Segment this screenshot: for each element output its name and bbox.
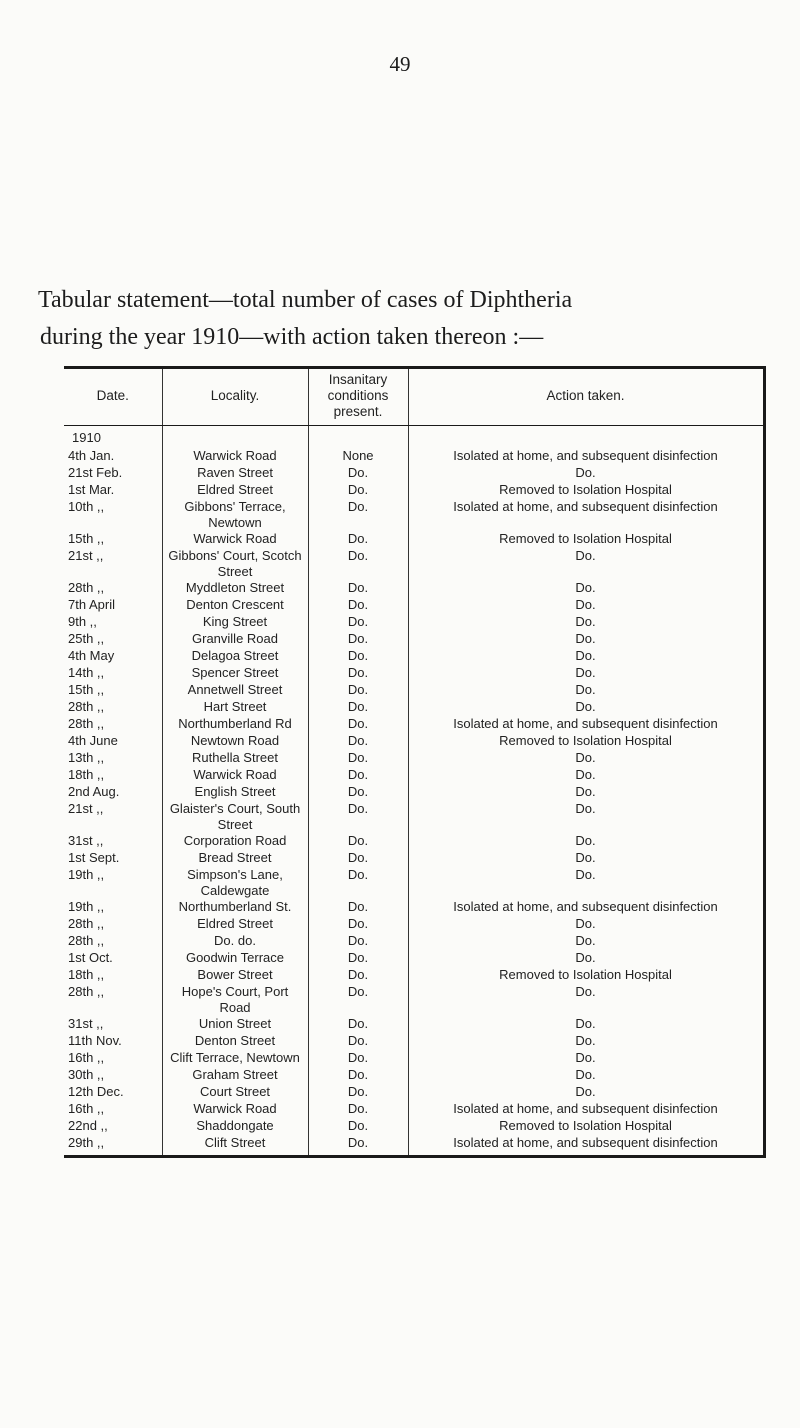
cell-action: Removed to Isolation Hospital <box>408 967 764 984</box>
cell-locality: Annetwell Street <box>162 682 308 699</box>
title-line-2: during the year 1910—with action taken thereon :— <box>40 324 544 350</box>
cell-insanitary: Do. <box>308 950 408 967</box>
cell-insanitary: Do. <box>308 1067 408 1084</box>
cell-locality: Northumberland Rd <box>162 716 308 733</box>
cell-locality: Spencer Street <box>162 665 308 682</box>
cell-action: Do. <box>408 465 764 482</box>
table-row <box>64 916 764 933</box>
cell-locality: Gibbons' Court, Scotch Street <box>162 548 308 580</box>
table-row <box>64 1050 764 1067</box>
cell-locality: Graham Street <box>162 1067 308 1084</box>
cell-date: 14th ,, <box>68 665 105 680</box>
cell-locality: Bower Street <box>162 967 308 984</box>
cell-insanitary: Do. <box>308 648 408 665</box>
table-row <box>64 984 764 1016</box>
cell-locality: Hope's Court, Port Road <box>162 984 308 1016</box>
cell-date: 12th Dec. <box>68 1084 124 1099</box>
cell-locality: English Street <box>162 784 308 801</box>
cell-action: Do. <box>408 933 764 950</box>
cell-insanitary: Do. <box>308 1033 408 1050</box>
cell-action: Do. <box>408 597 764 614</box>
cell-date: 25th ,, <box>68 631 105 646</box>
cell-date: 13th ,, <box>68 750 105 765</box>
table-row <box>64 967 764 984</box>
cell-insanitary: Do. <box>308 833 408 850</box>
cell-locality: Union Street <box>162 1016 308 1033</box>
cell-date: 31st ,, <box>68 1016 104 1031</box>
table-row <box>64 548 764 580</box>
year-label: 1910 <box>72 430 101 445</box>
cell-action: Isolated at home, and subsequent disinfection <box>408 1101 764 1118</box>
table-row <box>64 933 764 950</box>
cell-locality: Clift Street <box>162 1135 308 1157</box>
cell-insanitary: None <box>308 448 408 465</box>
cell-locality: Glaister's Court, South Street <box>162 801 308 833</box>
cell-locality: Shaddongate <box>162 1118 308 1135</box>
header-date: Date. <box>64 368 162 426</box>
cell-locality: Court Street <box>162 1084 308 1101</box>
cell-date: 1st Sept. <box>68 850 120 865</box>
cell-action: Do. <box>408 801 764 833</box>
table-row <box>64 733 764 750</box>
cell-locality: Myddleton Street <box>162 580 308 597</box>
cell-date: 28th ,, <box>68 933 105 948</box>
title-line-1: Tabular statement—total number of cases of Diphtheria <box>38 287 573 313</box>
diphtheria-cases-table <box>64 366 766 1158</box>
cell-action: Do. <box>408 1050 764 1067</box>
cell-insanitary: Do. <box>308 580 408 597</box>
cell-insanitary: Do. <box>308 801 408 833</box>
table-row <box>64 833 764 850</box>
cell-date: 30th ,, <box>68 1067 105 1082</box>
cell-action: Do. <box>408 648 764 665</box>
cell-action: Do. <box>408 833 764 850</box>
cell-date: 28th ,, <box>68 984 105 999</box>
table-row <box>64 699 764 716</box>
cell-locality: King Street <box>162 614 308 631</box>
cell-date: 1st Oct. <box>68 950 113 965</box>
cell-insanitary: Do. <box>308 750 408 767</box>
cell-date: 28th ,, <box>68 699 105 714</box>
cell-action: Do. <box>408 1033 764 1050</box>
cell-insanitary: Do. <box>308 1101 408 1118</box>
cell-locality: Eldred Street <box>162 916 308 933</box>
cell-locality: Warwick Road <box>162 1101 308 1118</box>
cell-action: Removed to Isolation Hospital <box>408 531 764 548</box>
cell-date: 31st ,, <box>68 833 104 848</box>
cell-action: Removed to Isolation Hospital <box>408 1118 764 1135</box>
cell-date: 28th ,, <box>68 716 105 731</box>
table-row <box>64 1135 764 1157</box>
header-insanitary: Insanitary conditions present. <box>308 368 408 426</box>
cell-insanitary: Do. <box>308 614 408 631</box>
table-row <box>64 597 764 614</box>
table-row <box>64 1033 764 1050</box>
cell-action: Isolated at home, and subsequent disinfection <box>408 899 764 916</box>
table-row <box>64 850 764 867</box>
cell-locality: Clift Terrace, Newtown <box>162 1050 308 1067</box>
header-locality: Locality. <box>162 368 308 426</box>
cell-locality: Delagoa Street <box>162 648 308 665</box>
cell-date: 29th ,, <box>64 1135 162 1157</box>
cell-action: Do. <box>408 867 764 899</box>
cell-action: Do. <box>408 1016 764 1033</box>
cell-insanitary: Do. <box>308 916 408 933</box>
page-number: 49 <box>389 52 411 76</box>
cell-insanitary: Do. <box>308 465 408 482</box>
cell-insanitary: Do. <box>308 1050 408 1067</box>
cell-action: Removed to Isolation Hospital <box>408 482 764 499</box>
cell-date: 16th ,, <box>68 1101 105 1116</box>
cell-action: Do. <box>408 916 764 933</box>
cell-date: 4th Jan. <box>68 448 115 463</box>
cell-insanitary: Do. <box>308 482 408 499</box>
page-title <box>40 282 760 356</box>
cell-locality: Denton Crescent <box>162 597 308 614</box>
cell-insanitary: Do. <box>308 682 408 699</box>
table-row <box>64 482 764 499</box>
table-row <box>64 665 764 682</box>
cell-action: Do. <box>408 950 764 967</box>
table-row <box>64 448 764 465</box>
table-row <box>64 1101 764 1118</box>
cell-action: Do. <box>408 665 764 682</box>
cell-date: 28th ,, <box>68 916 105 931</box>
table-row <box>64 1067 764 1084</box>
cell-locality: Granville Road <box>162 631 308 648</box>
year-row <box>64 426 764 449</box>
cell-locality: Bread Street <box>162 850 308 867</box>
table-row <box>64 648 764 665</box>
cell-insanitary: Do. <box>308 850 408 867</box>
cell-date: 22nd ,, <box>68 1118 108 1133</box>
cell-date: 7th April <box>68 597 115 612</box>
cell-date: 2nd Aug. <box>68 784 120 799</box>
cell-action: Do. <box>408 767 764 784</box>
table-row <box>64 580 764 597</box>
cell-date: 4th May <box>68 648 115 663</box>
cell-date: 10th ,, <box>68 499 105 514</box>
cell-locality: Simpson's Lane, Caldewgate <box>162 867 308 899</box>
cell-action: Removed to Isolation Hospital <box>408 733 764 750</box>
table-row <box>64 801 764 833</box>
cell-insanitary: Do. <box>308 984 408 1016</box>
cell-date: 21st ,, <box>68 548 104 563</box>
table-row <box>64 631 764 648</box>
cell-insanitary: Do. <box>308 1135 408 1157</box>
cell-insanitary: Do. <box>308 1084 408 1101</box>
cell-date: 15th ,, <box>68 682 105 697</box>
cell-date: 21st Feb. <box>68 465 123 480</box>
cell-locality: Warwick Road <box>162 448 308 465</box>
cell-insanitary: Do. <box>308 665 408 682</box>
cell-action: Do. <box>408 1084 764 1101</box>
cell-insanitary: Do. <box>308 499 408 531</box>
cell-action: Do. <box>408 548 764 580</box>
cell-locality: Corporation Road <box>162 833 308 850</box>
cell-insanitary: Do. <box>308 767 408 784</box>
cell-insanitary: Do. <box>308 733 408 750</box>
table-row <box>64 531 764 548</box>
cell-date: 9th ,, <box>68 614 97 629</box>
cell-date: 21st ,, <box>68 801 104 816</box>
cell-locality: Goodwin Terrace <box>162 950 308 967</box>
table-row <box>64 499 764 531</box>
cell-action: Isolated at home, and subsequent disinfection <box>408 716 764 733</box>
cell-locality: Ruthella Street <box>162 750 308 767</box>
cell-insanitary: Do. <box>308 933 408 950</box>
cell-locality: Hart Street <box>162 699 308 716</box>
cell-locality: Northumberland St. <box>162 899 308 916</box>
table-row <box>64 867 764 899</box>
table-row <box>64 950 764 967</box>
cell-action: Do. <box>408 631 764 648</box>
cell-locality: Raven Street <box>162 465 308 482</box>
cell-date: 4th June <box>68 733 118 748</box>
header-action: Action taken. <box>408 368 764 426</box>
cell-insanitary: Do. <box>308 531 408 548</box>
cell-action: Isolated at home, and subsequent disinfection <box>408 1135 764 1157</box>
cell-action: Isolated at home, and subsequent disinfection <box>408 448 764 465</box>
table-row <box>64 1084 764 1101</box>
cell-date: 18th ,, <box>68 967 105 982</box>
cell-action: Isolated at home, and subsequent disinfection <box>408 499 764 531</box>
cell-insanitary: Do. <box>308 548 408 580</box>
cell-date: 11th Nov. <box>68 1033 122 1048</box>
table-row <box>64 750 764 767</box>
cell-locality: Newtown Road <box>162 733 308 750</box>
table-header-row <box>64 368 764 426</box>
cell-locality: Eldred Street <box>162 482 308 499</box>
table-row <box>64 716 764 733</box>
cell-action: Do. <box>408 850 764 867</box>
table-row <box>64 767 764 784</box>
cell-insanitary: Do. <box>308 631 408 648</box>
cell-locality: Denton Street <box>162 1033 308 1050</box>
cell-action: Do. <box>408 984 764 1016</box>
table-row <box>64 1016 764 1033</box>
table-row <box>64 682 764 699</box>
table-row <box>64 614 764 631</box>
cell-action: Do. <box>408 1067 764 1084</box>
cell-insanitary: Do. <box>308 899 408 916</box>
cell-locality: Gibbons' Terrace, Newtown <box>162 499 308 531</box>
cell-locality: Warwick Road <box>162 531 308 548</box>
cell-action: Do. <box>408 580 764 597</box>
cell-insanitary: Do. <box>308 716 408 733</box>
cell-insanitary: Do. <box>308 699 408 716</box>
cell-date: 18th ,, <box>68 767 105 782</box>
cell-date: 16th ,, <box>68 1050 105 1065</box>
cell-action: Do. <box>408 682 764 699</box>
table-row <box>64 784 764 801</box>
cell-insanitary: Do. <box>308 867 408 899</box>
cell-action: Do. <box>408 614 764 631</box>
cell-action: Do. <box>408 699 764 716</box>
table-row <box>64 899 764 916</box>
cell-locality: Do. do. <box>162 933 308 950</box>
cell-action: Do. <box>408 750 764 767</box>
cell-insanitary: Do. <box>308 967 408 984</box>
cell-date: 1st Mar. <box>68 482 115 497</box>
cell-date: 19th ,, <box>68 899 105 914</box>
cell-insanitary: Do. <box>308 1118 408 1135</box>
table-row <box>64 1118 764 1135</box>
cell-locality: Warwick Road <box>162 767 308 784</box>
cell-insanitary: Do. <box>308 597 408 614</box>
cell-insanitary: Do. <box>308 784 408 801</box>
cell-date: 15th ,, <box>68 531 105 546</box>
cell-date: 28th ,, <box>68 580 105 595</box>
cell-date: 19th ,, <box>68 867 105 882</box>
cell-action: Do. <box>408 784 764 801</box>
table-row <box>64 465 764 482</box>
cell-insanitary: Do. <box>308 1016 408 1033</box>
